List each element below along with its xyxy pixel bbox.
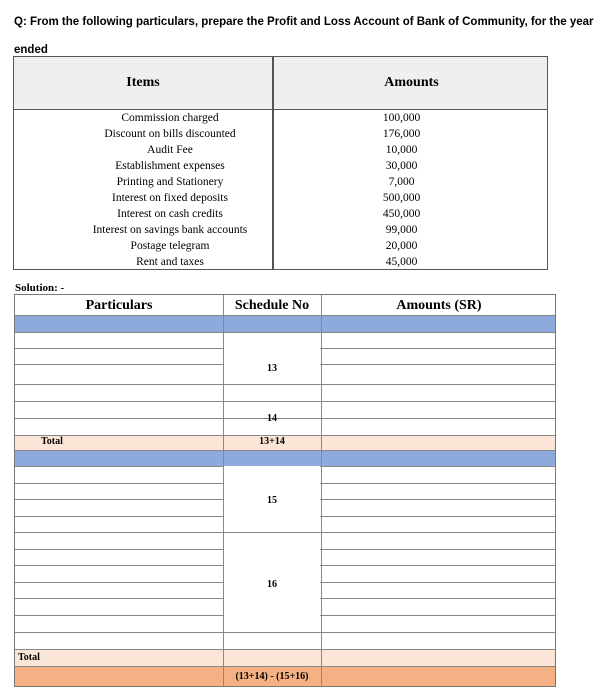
grid-row-line [15, 666, 555, 667]
item-amount: 500,000 [382, 192, 421, 204]
schedule-no-header: Schedule No [234, 298, 310, 313]
items-row [14, 224, 547, 240]
grid-row-line [15, 632, 555, 633]
schedule-13: 13 [267, 363, 277, 374]
final-schedule-formula: (13+14) - (15+16) [235, 671, 309, 682]
items-table-body [14, 112, 547, 272]
schedule-15: 15 [267, 495, 277, 506]
solution-table [14, 294, 556, 687]
item-amount: 45,000 [385, 256, 418, 268]
items-table [13, 56, 548, 270]
items-row [14, 176, 547, 192]
item-name: Discount on bills discounted [104, 128, 236, 140]
grid-row-line [15, 315, 555, 316]
items-row [14, 160, 547, 176]
grid-row-line [15, 401, 555, 402]
items-row [14, 256, 547, 272]
grid-row-line [15, 384, 555, 385]
item-amount: 30,000 [385, 160, 418, 172]
item-name: Commission charged [121, 112, 219, 124]
item-name: Establishment expenses [115, 160, 225, 172]
total-row-band-2 [15, 649, 555, 666]
item-amount: 450,000 [382, 208, 421, 220]
item-amount: 20,000 [385, 240, 418, 252]
items-row [14, 128, 547, 144]
item-amount: 100,000 [382, 112, 421, 124]
item-name: Audit Fee [147, 144, 193, 156]
total-label: Total [41, 436, 63, 447]
schedule-14: 14 [267, 413, 277, 424]
items-header: Items [126, 75, 160, 90]
item-name: Interest on savings bank accounts [92, 224, 248, 236]
item-name: Interest on cash credits [117, 208, 223, 220]
total-label-2: Total [18, 652, 40, 663]
item-amount: 7,000 [388, 176, 415, 188]
schedule-total-13-14: 13+14 [259, 436, 285, 447]
expenses-blue-band [15, 450, 555, 466]
item-name: Postage telegram [130, 240, 210, 252]
question-line-1: Q: From the following particulars, prepare the Profit and Loss Account of Bank of Community, for the year ended [14, 16, 594, 56]
schedule-16: 16 [267, 579, 277, 590]
particulars-header: Particulars [85, 298, 153, 313]
solution-label: Solution: - [15, 282, 65, 294]
items-row [14, 208, 547, 224]
item-amount: 176,000 [382, 128, 421, 140]
items-row [14, 144, 547, 160]
item-name: Interest on fixed deposits [112, 192, 228, 204]
grid-row-line [15, 649, 555, 650]
item-amount: 10,000 [385, 144, 418, 156]
header-blue-band [15, 315, 555, 332]
grid-col-line [321, 295, 322, 686]
items-row [14, 192, 547, 208]
amounts-header: Amounts [384, 75, 439, 90]
grid-row-line [15, 450, 555, 451]
item-amount: 99,000 [385, 224, 418, 236]
item-name: Rent and taxes [136, 256, 204, 268]
items-row [14, 112, 547, 128]
merged-schedule-cell [224, 333, 320, 384]
item-name: Printing and Stationery [116, 176, 224, 188]
amounts-sr-header: Amounts (SR) [396, 298, 482, 313]
items-row [14, 240, 547, 256]
